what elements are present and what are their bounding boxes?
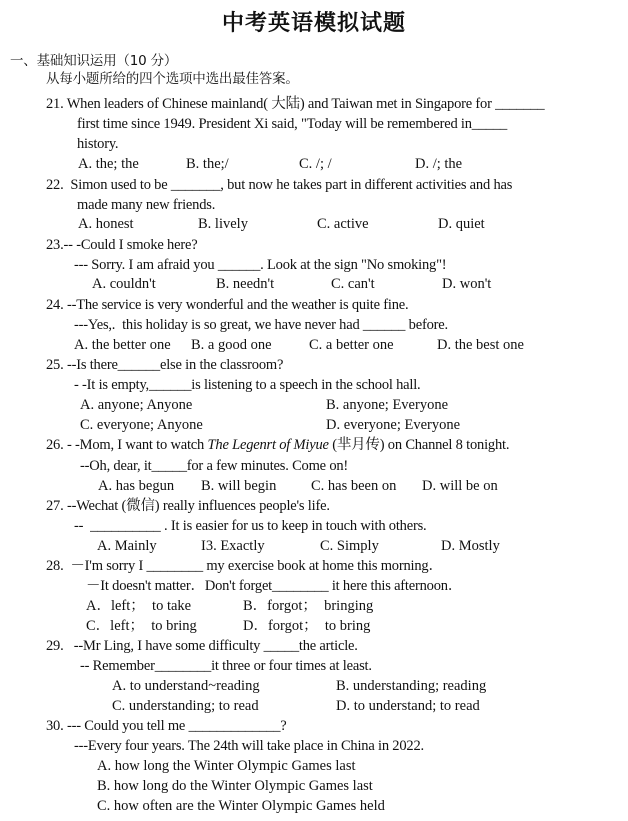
option-b: B. needn't <box>216 276 275 292</box>
question-text: -- Remember________it three or four times at least. <box>80 658 372 674</box>
option-c: C. /; / <box>299 156 332 172</box>
question-text: －It doesn't matter．Don't forget________ it here this afternoon． <box>86 578 463 594</box>
question-text: -- __________ . It is easier for us to keep in touch with others. <box>74 518 427 534</box>
option-b: B. how long do the Winter Olympic Games last <box>97 778 373 794</box>
option-d: D. quiet <box>438 216 485 232</box>
option-a: A．left； to take <box>86 598 192 614</box>
option-a: A. honest <box>78 216 134 232</box>
question-text: 29. --Mr Ling, I have some difficulty _____the article. <box>46 638 358 654</box>
question-text: ---Every four years. The 24th will take place in China in 2022. <box>74 738 424 754</box>
section-instruction: 从每小题所给的四个选项中选出最佳答案。 <box>46 71 299 87</box>
option-c: C. a better one <box>309 337 394 353</box>
page-title: 中考英语模拟试题 <box>221 10 406 36</box>
option-a: A. has begun <box>98 478 175 494</box>
question-text: ---Yes,. this holiday is so great, we have never had ______ before. <box>74 317 448 333</box>
option-b: B. the;/ <box>186 156 229 172</box>
option-c: C. active <box>317 216 369 232</box>
option-b: B. anyone; Everyone <box>326 397 449 413</box>
question-text: first time since 1949. President Xi said, "Today will be remembered in_____ <box>77 116 508 132</box>
question-text: --- Sorry. I am afraid you ______. Look at the sign "No smoking"! <box>74 257 447 273</box>
option-a: A. to understand~reading <box>112 678 260 694</box>
option-b: B．forgot； bringing <box>243 598 374 614</box>
option-a: A. the better one <box>74 337 171 353</box>
question-text: 24. --The service is very wonderful and the weather is quite fine. <box>46 297 409 313</box>
option-d: D. will be on <box>422 478 498 494</box>
option-c: C. how often are the Winter Olympic Games held <box>97 798 385 814</box>
option-d: D. won't <box>442 276 492 292</box>
option-c: C. can't <box>331 276 375 292</box>
option-d: D．forgot； to bring <box>243 618 371 634</box>
question-text: 21. When leaders of Chinese mainland( 大陆) and Taiwan met in Singapore for _______ <box>46 96 545 112</box>
option-c: C．left； to bring <box>86 618 197 634</box>
option-a: A. couldn't <box>92 276 156 292</box>
option-b: B. understanding; reading <box>336 678 487 694</box>
option-d: D. /; the <box>415 156 463 172</box>
option-b: B. will begin <box>201 478 277 494</box>
question-text: - -It is empty,______is listening to a speech in the school hall. <box>74 377 421 393</box>
question-text: 25. --Is there______else in the classroom? <box>46 357 284 373</box>
question-text: 30. --- Could you tell me _____________? <box>46 718 287 734</box>
option-c: C. everyone; Anyone <box>80 417 203 433</box>
option-a: A. anyone; Anyone <box>80 397 193 413</box>
option-d: D. the best one <box>437 337 524 353</box>
question-text: 22. Simon used to be _______, but now he takes part in different activities and has <box>46 177 513 193</box>
question-text: 26. - -Mom, I want to watch The Legenrt of Miyue (芈月传) on Channel 8 tonight. <box>46 437 510 453</box>
option-c: C. Simply <box>320 538 379 554</box>
option-c: C. has been on <box>311 478 397 494</box>
question-text: 23.-- -Could I smoke here? <box>46 237 198 253</box>
option-b: B. a good one <box>191 337 272 353</box>
option-d: D. to understand; to read <box>336 698 480 714</box>
question-text: history. <box>77 136 119 152</box>
question-text: 27. --Wechat (微信) really influences people's life. <box>46 498 330 514</box>
option-d: D. Mostly <box>441 538 500 554</box>
option-b: I3. Exactly <box>201 538 265 554</box>
show-title: The Legenrt of Miyue <box>207 437 329 453</box>
option-a: A. how long the Winter Olympic Games last <box>97 758 356 774</box>
question-text: made many new friends. <box>77 197 216 213</box>
option-d: D. everyone; Everyone <box>326 417 461 433</box>
question-text: 28. －I'm sorry I ________ my exercise book at home this morning． <box>46 558 443 574</box>
option-c: C. understanding; to read <box>112 698 259 714</box>
option-a: A. the; the <box>78 156 139 172</box>
option-b: B. lively <box>198 216 248 232</box>
section-heading: 一、基础知识运用（10 分） <box>10 53 178 69</box>
question-text: --Oh, dear, it_____for a few minutes. Come on! <box>80 458 349 474</box>
option-a: A. Mainly <box>97 538 157 554</box>
